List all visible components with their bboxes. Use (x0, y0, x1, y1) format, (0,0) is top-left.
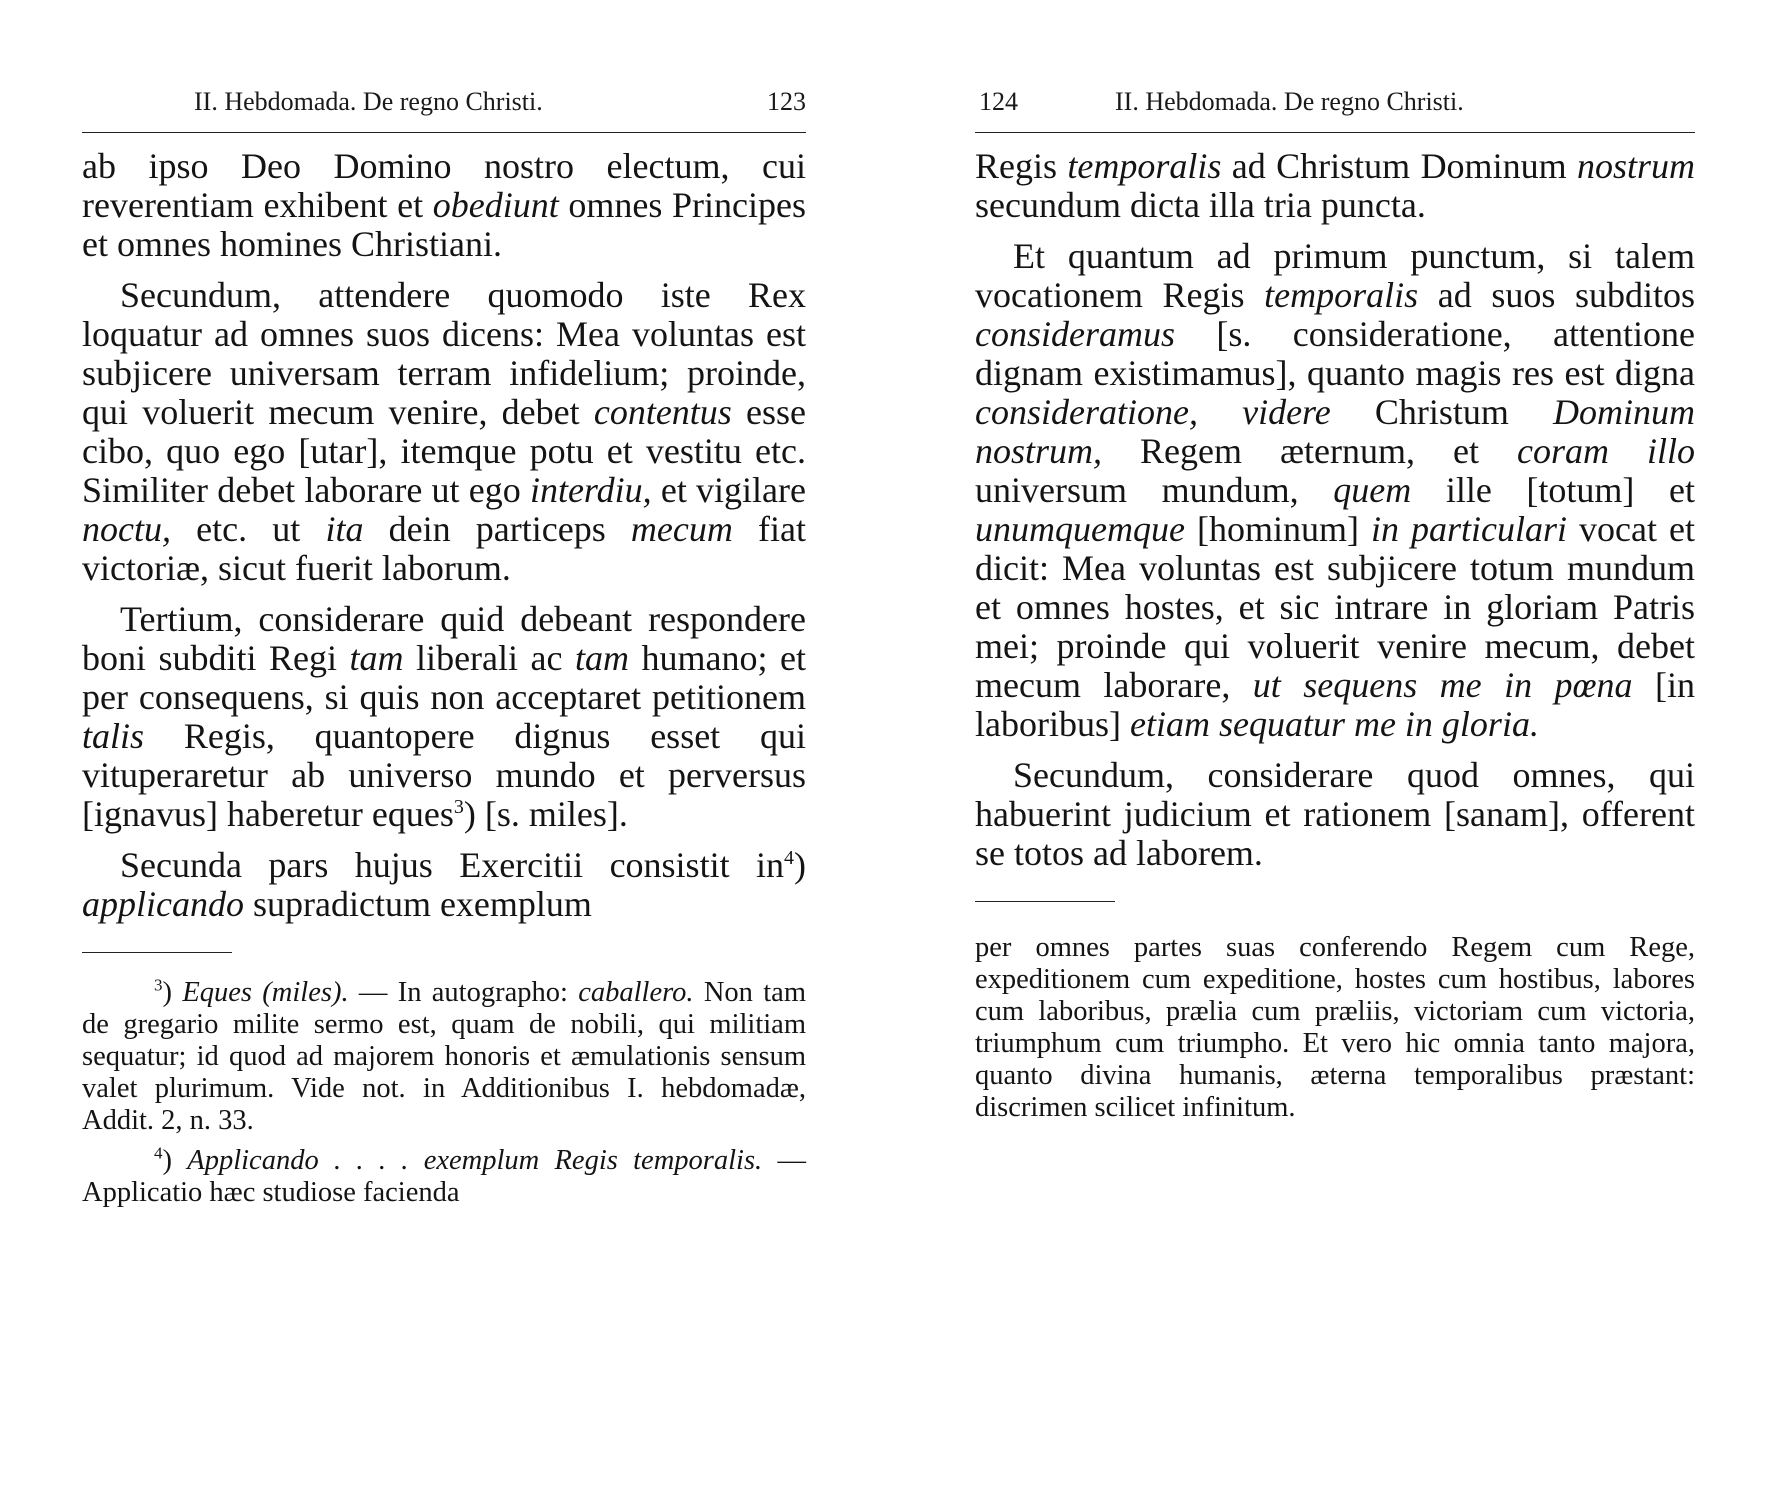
footnote-ref-3[interactable]: 3 (453, 796, 464, 818)
left-header-rule (82, 132, 806, 133)
left-footnotes (82, 977, 806, 1209)
left-body-text (82, 147, 806, 924)
right-paragraph-2: Et quantum ad primum punctum, si talem vocationem Regis temporalis ad suos subditos consideramus [s. consideratione, attentione dignam existimamus], quanto magis res est digna consideratione, videre Christum Dominum nostrum, Regem æternum, et coram illo universum mundum, quem ille [totum] et unumquemque [hominum] in particulari vocat et dicit: Mea voluntas est subjicere totum mundum et omnes hostes, et sic intrare in gloriam Patris mei; proinde qui voluerit venire mecum, debet mecum laborare, ut sequens me in pœna [in laboribus] etiam sequatur me in gloria. (975, 236, 1696, 744)
footnote-ref-4[interactable]: 4 (784, 847, 794, 869)
right-paragraph-3: Secundum, considerare quod omnes, qui habuerint judicium et rationem [sanam], offerent se totos ad laborem. (975, 755, 1695, 873)
left-footnote-rule (82, 952, 232, 953)
footnote-4-continued: per omnes partes suas conferendo Regem cum Rege, expeditionem cum expeditione, hostes cum hostibus, labores cum laboribus, prælia cum præliis, victoriam cum victoria, triumphum cum triumpho. Et vero hic omnia tanto majora, quanto divina humanis, æterna temporalibus præstant: discrimen scilicet infinitum. (975, 932, 1695, 1123)
footnote-4: $^4$) Applicando . . . . exemplum Regis temporalis. — Applicatio hæc studiose facienda (82, 1143, 806, 1208)
left-page (82, 82, 806, 1217)
left-page-header (82, 82, 806, 122)
right-footnote-rule (975, 901, 1115, 902)
footnote-3: $^3$) Eques (miles). — In autographo: caballero. Non tam de gregario milite sermo est, quam de nobili, qui militiam sequatur; id quod ad majorem honoris et æmulationis sensum valet plurimum. Vide not. in Additionibus I. hebdomadæ, Addit. 2, n. 33. (82, 975, 806, 1136)
left-page-number: 123 (767, 87, 806, 116)
right-footnotes (975, 932, 1695, 1124)
left-paragraph-2: Secundum, attendere quomodo iste Rex loquatur ad omnes suos dicens: Mea voluntas est subjicere universam terram infidelium; proinde, qui voluerit mecum venire, debet contentus esse cibo, quo ego [utar], itemque potu et vestitu etc. Similiter debet laborare ut ego interdiu, et vigilare noctu, etc. ut ita dein particeps mecum fiat victoriæ, sicut fuerit laborum. (82, 275, 807, 588)
left-paragraph-4: Secunda pars hujus Exercitii consistit $in^4$) applicando supradictum exemplum (82, 845, 806, 924)
right-page-number: 124 (979, 87, 1018, 116)
left-paragraph-3: Tertium, considerare quid debeant respondere boni subditi Regi tam liberali ac tam humano; et per consequens, si quis non acceptaret petitionem talis Regis, quantopere dignus esset qui vituperaretur ab universo mundo et perversus [ignavus] haberetur eques$^3$) [s. miles]. (82, 599, 806, 834)
right-header-rule (975, 132, 1695, 133)
left-running-head: II. Hebdomada. De regno Christi. (194, 87, 543, 116)
right-body-text (975, 147, 1695, 873)
right-running-head: II. Hebdomada. De regno Christi. (1115, 87, 1464, 116)
left-paragraph-1: ab ipso Deo Domino nostro electum, cui reverentiam exhibent et obediunt omnes Principes et omnes homines Christiani. (82, 146, 806, 264)
right-paragraph-1: Regis temporalis ad Christum Dominum nostrum secundum dicta illa tria puncta. (975, 146, 1695, 225)
right-page (975, 82, 1695, 1132)
right-page-header (975, 82, 1695, 122)
